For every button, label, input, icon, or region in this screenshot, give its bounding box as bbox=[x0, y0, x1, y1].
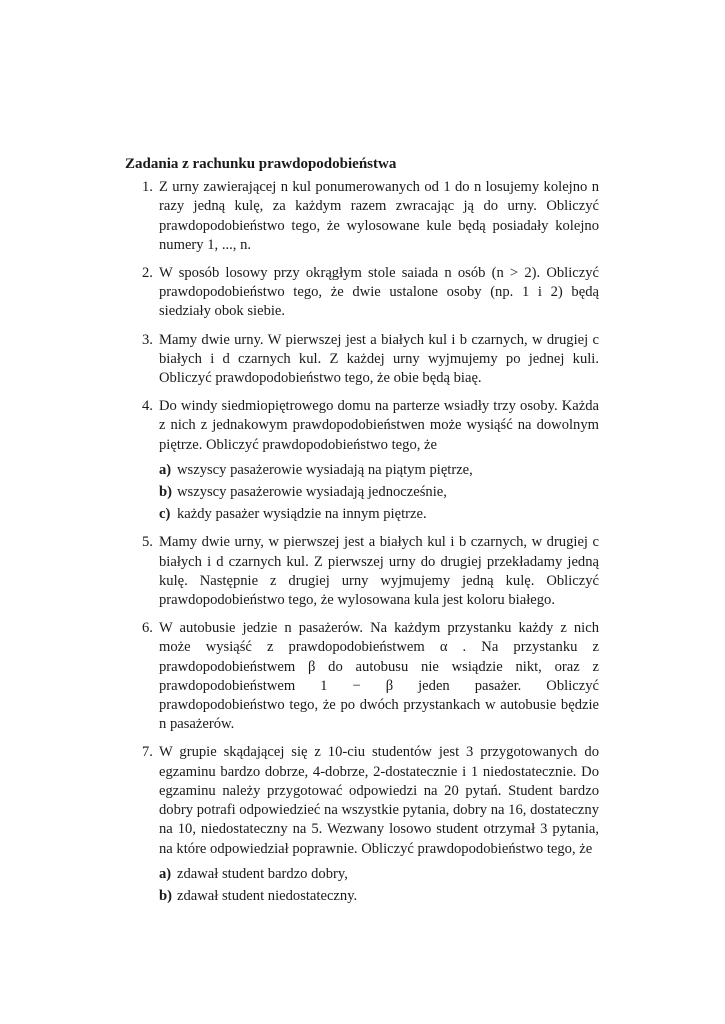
subitem bbox=[159, 887, 599, 906]
subitem-text: zdawał student bardzo dobry, bbox=[177, 865, 348, 882]
subitem-label: a) bbox=[159, 461, 172, 478]
problem-text: W grupie skądającej się z 10-ciu studentów jest 3 przygotowanych do egzaminu bardzo dobrze, 4-dobrze, 2-dostatecznie i 1 niedostatecznie. Do egzaminu należy przygotować odpowiedzi na 20 pytań. Student bardzo dobry potrafi odpowiedzieć na wszystkie pytania, dobry na 16, dostateczny na 10, niedostateczny na 5. Wezwany losowo student otrzymał 3 pytania, na które odpowiedział poprawnie. Obliczyć prawdopodobieństwo tego, że bbox=[159, 744, 599, 857]
problem-item bbox=[125, 743, 599, 906]
problem-item bbox=[125, 178, 599, 255]
subitem bbox=[159, 505, 599, 524]
subitem-list bbox=[159, 461, 599, 525]
problem-text: W sposób losowy przy okrągłym stole saiada n osób (n > 2). Obliczyć prawdopodobieństwo tego, że dwie ustalone osoby (np. 1 i 2) będą siedziały obok siebie. bbox=[159, 265, 599, 320]
document-title: Zadania z rachunku prawdopodobieństwa bbox=[125, 156, 397, 172]
problem-item bbox=[125, 533, 599, 610]
subitem-text: każdy pasażer wysiądzie na innym piętrze. bbox=[177, 506, 427, 523]
document-page bbox=[125, 155, 599, 915]
problem-text: Mamy dwie urny, w pierwszej jest a białych kul i b czarnych, w drugiej c białych i d czarnych kul. Z pierwszej urny do drugiej przekładamy jedną kulę. Następnie z drugiej urny wyjmujemy jedną kulę. Obliczyć prawdopodobieństwo tego, że wylosowana kula jest koloru białego. bbox=[159, 534, 599, 609]
problem-item bbox=[125, 619, 599, 734]
problem-list bbox=[125, 178, 599, 906]
problem-number: 2. bbox=[142, 265, 153, 282]
subitem-label: b) bbox=[159, 484, 172, 501]
subitem-list bbox=[159, 865, 599, 906]
subitem-text: zdawał student niedostateczny. bbox=[177, 887, 358, 904]
subitem bbox=[159, 483, 599, 502]
subitem-text: wszyscy pasażerowie wysiadają na piątym piętrze, bbox=[177, 461, 473, 478]
problem-text: Z urny zawierającej n kul ponumerowanych od 1 do n losujemy kolejno n razy jedną kulę, za każdym razem zwracając ją do urny. Obliczyć prawdopodobieństwo tego, że wylosowane kule będą posiadały kolejno numery 1, ..., n. bbox=[159, 179, 599, 253]
problem-number: 5. bbox=[142, 534, 153, 551]
problem-item bbox=[125, 397, 599, 524]
problem-item bbox=[125, 331, 599, 389]
subitem bbox=[159, 865, 599, 884]
problem-item bbox=[125, 264, 599, 322]
problem-number: 7. bbox=[142, 744, 153, 761]
subitem-text: wszyscy pasażerowie wysiadają jednocześnie, bbox=[177, 484, 447, 501]
subitem-label: b) bbox=[159, 887, 172, 904]
subitem bbox=[159, 461, 599, 480]
subitem-label: c) bbox=[159, 506, 171, 523]
problem-number: 3. bbox=[142, 331, 153, 348]
problem-text: Do windy siedmiopiętrowego domu na parterze wsiadły trzy osoby. Każda z nich z jednakowym prawdopodobieństwen może wysiąść na dowolnym piętrze. Obliczyć prawdopodobieństwo tego, że bbox=[159, 398, 599, 453]
problem-text: W autobusie jedzie n pasażerów. Na każdym przystanku każdy z nich może wysiąść z prawdopodobieństwem α . Na przystanku z prawdopodobieństwem β do autobusu nie wsiądzie nikt, oraz z prawdopodobieństwem 1 − β jeden pasażer. Obliczyć prawdopodobieństwo tego, że po dwóch przystankach w autobusie będzie n pasażerów. bbox=[159, 620, 599, 733]
problem-number: 1. bbox=[142, 179, 153, 196]
subitem-label: a) bbox=[159, 865, 172, 882]
problem-text: Mamy dwie urny. W pierwszej jest a białych kul i b czarnych, w drugiej c białych i d czarnych kul. Z każdej urny wyjmujemy po jednej kuli. Obliczyć prawdopodobieństwo tego, że obie będą biaę. bbox=[159, 331, 599, 387]
problem-number: 6. bbox=[142, 620, 153, 637]
problem-number: 4. bbox=[142, 398, 153, 415]
